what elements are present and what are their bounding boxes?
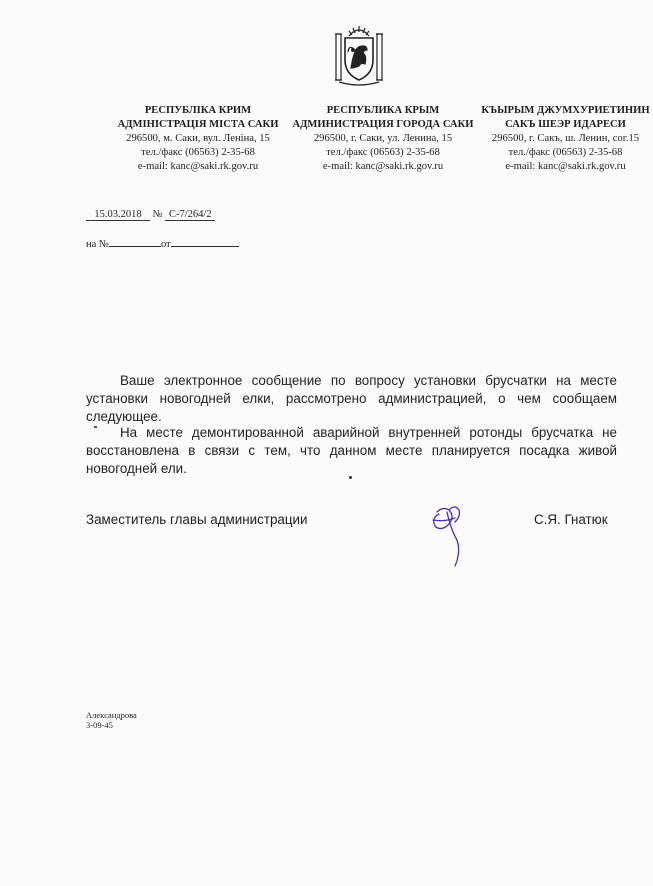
executor-name: Александрова [86, 710, 137, 720]
reply-number-blank [109, 236, 161, 247]
stray-dot [349, 476, 352, 479]
address: 296500, г. Саки, ул. Ленина, 15 [313, 133, 453, 144]
signatory-title: Заместитель главы администрации [86, 512, 308, 527]
phone: тел./факс (06563) 2-35-68 [326, 147, 440, 158]
body-paragraph-1 [86, 372, 617, 426]
header-column-ukrainian [112, 104, 284, 174]
body-paragraph-2 [86, 424, 617, 478]
email: e-mail: kanc@saki.rk.gov.ru [137, 161, 259, 172]
org-line-2: АДМИНИСТРАЦИЯ ГОРОДА САКИ [292, 119, 474, 130]
signatory-name: С.Я. Гнатюк [534, 512, 608, 527]
phone: тел./факс (06563) 2-35-68 [141, 147, 255, 158]
email: e-mail: kanc@saki.rk.gov.ru [322, 161, 444, 172]
executor-info [86, 710, 137, 730]
letter-date: 15.03.2018 [86, 209, 150, 221]
crimea-coat-of-arms-icon [333, 22, 385, 88]
letter-number: С-7/264/2 [165, 209, 215, 221]
paragraph-text: На месте демонтированной аварийной внутренней ротонды брусчатка не восстановлена в связи с тем, что данном месте планируется посадка живой новогодней ели. [86, 425, 617, 476]
number-label: № [152, 209, 163, 220]
org-line-1: РЕСПУБЛИКА КРЫМ [326, 105, 440, 116]
outgoing-reference [86, 209, 215, 221]
email: e-mail: kanc@saki.rk.gov.ru [505, 161, 626, 172]
header-column-crimean-tatar [478, 104, 653, 174]
org-line-1: РЕСПУБЛІКА КРИМ [144, 105, 252, 116]
org-line-1: КЪЫРЫМ ДЖУМХУРИЕТИНИН [481, 105, 650, 116]
org-line-2: АДМІНІСТРАЦІЯ МІСТА САКИ [117, 119, 279, 130]
paragraph-text: Ваше электронное сообщение по вопросу установки брусчатки на месте установки новогодней елки, рассмотрено администрацией, о чем сообщаем следующее. [86, 373, 617, 424]
address: 296500, м. Саки, вул. Леніна, 15 [126, 133, 270, 144]
header-column-russian [283, 104, 483, 174]
org-line-2: САКЪ ШЕЭР ИДАРЕСИ [505, 119, 626, 130]
reply-from-label: от [160, 239, 171, 250]
reply-reference [86, 236, 239, 250]
reply-date-blank [171, 236, 239, 247]
address: 296500, г. Сакъ, ш. Ленин, сог.15 [491, 133, 640, 144]
reply-to-label: на № [86, 239, 109, 250]
handwritten-signature [425, 500, 475, 570]
phone: тел./факс (06563) 2-35-68 [508, 147, 623, 158]
executor-phone: 3-09-45 [86, 720, 113, 730]
